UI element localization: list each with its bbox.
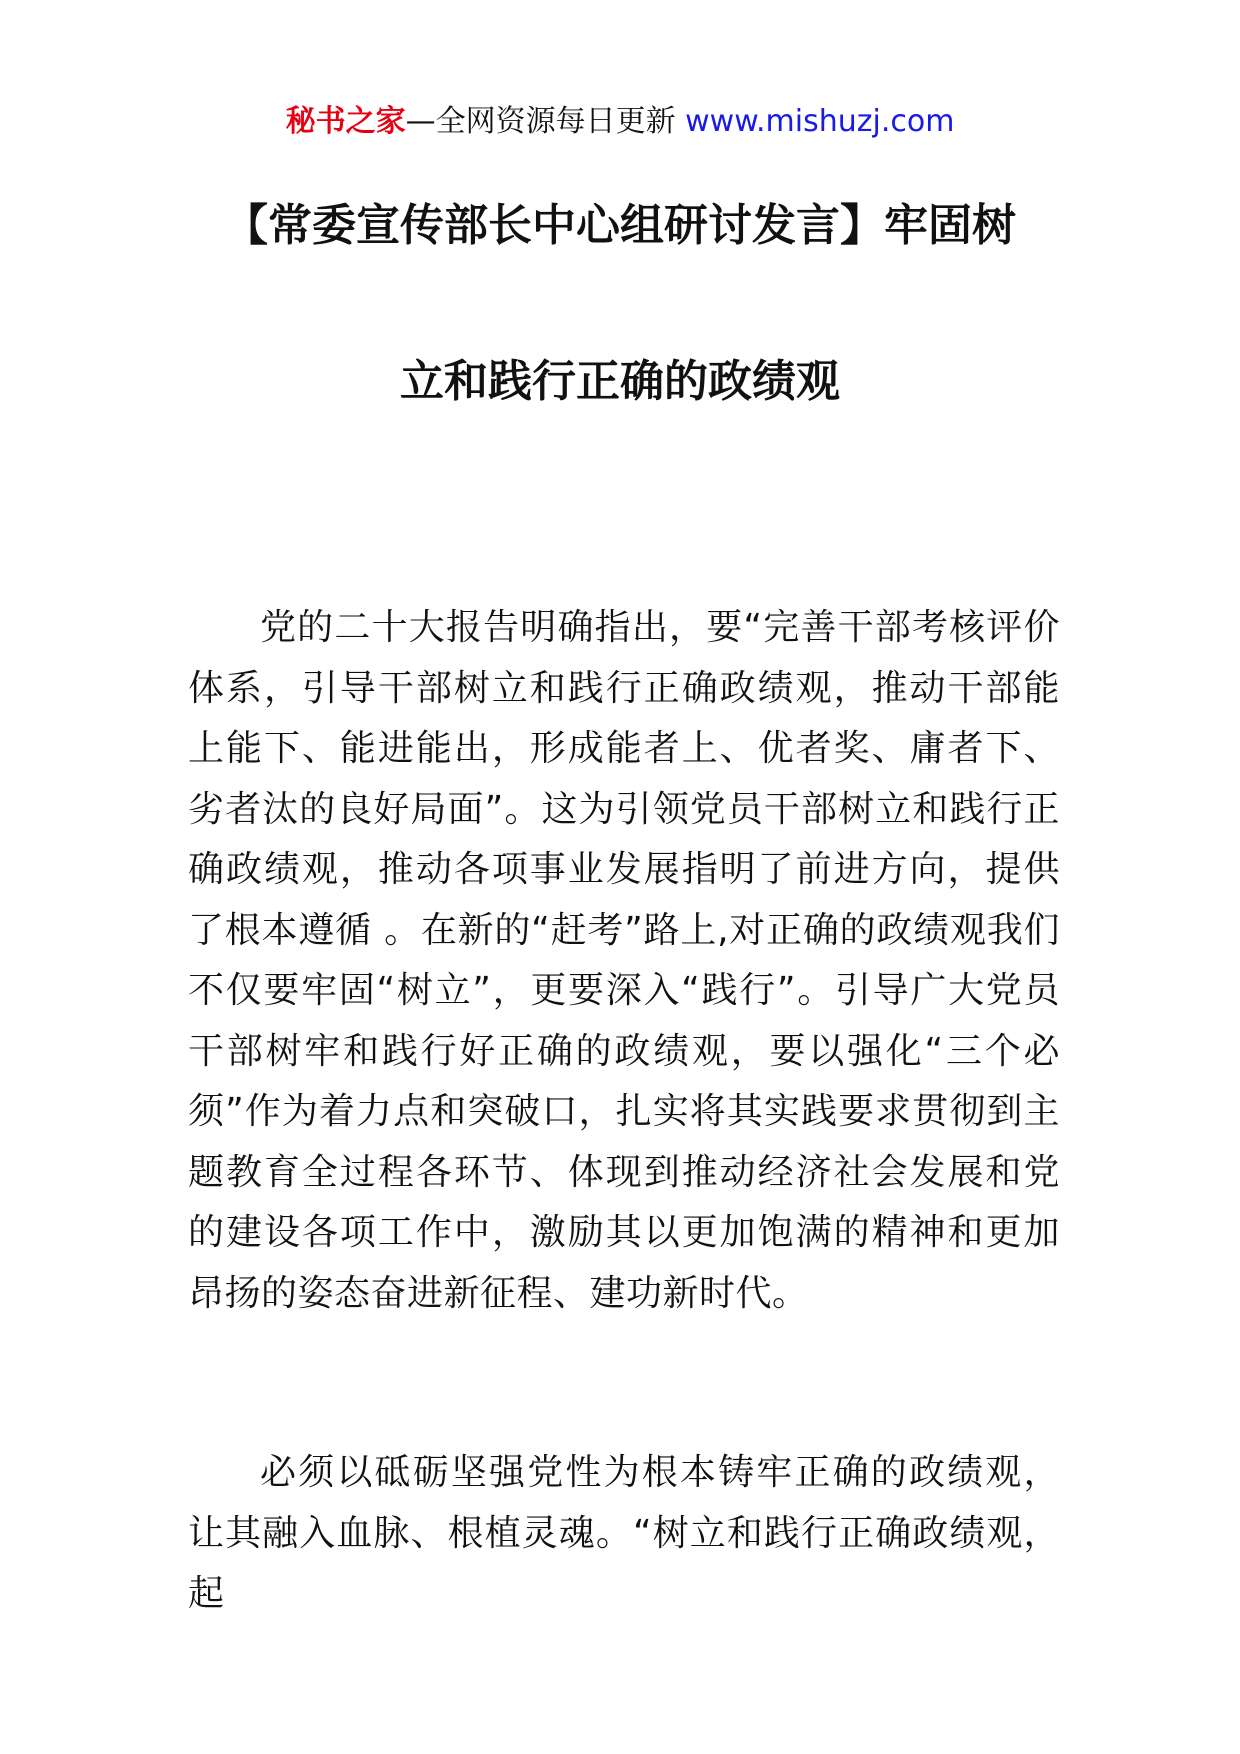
document-title-line-2: 立和践行正确的政绩观: [400, 356, 840, 407]
body-paragraph-2: 必须以砥砺坚强党性为根本铸牢正确的政绩观，让其融入血脉、根植灵魂。“树立和践行正确政绩观，起: [188, 1452, 1060, 1614]
body-paragraph-1: 党的二十大报告明确指出，要“完善干部考核评价体系，引导干部树立和践行正确政绩观，推动干部能上能下、能进能出，形成能者上、优者奖、庸者下、劣者汰的良好局面”。这为引领党员干部树立和践行正确政绩观，推动各项事业发展指明了前进方向，提供了根本遵循 。在新的“赶考”路上,对正确的政绩观我们不仅要牢固“树立”，更要深入“践行”。引导广大党员干部树牢和践行好正确的政绩观，要以强化“三个必须”作为着力点和突破口，扎实将其实践要求贯彻到主题教育全过程各环节、体现到推动经济社会发展和党的建设各项工作中，激励其以更加饱满的精神和更加昂扬的姿态奋进新征程、建功新时代。: [188, 607, 1060, 1314]
site-header: [0, 100, 1240, 144]
site-url-link[interactable]: www.mishuzj.com: [685, 104, 955, 139]
site-tagline: —全网资源每日更新: [405, 104, 676, 139]
site-brand: 秘书之家: [285, 104, 406, 139]
document-title-line-1: 【常委宣传部长中心组研讨发言】牢固树: [224, 200, 1016, 251]
